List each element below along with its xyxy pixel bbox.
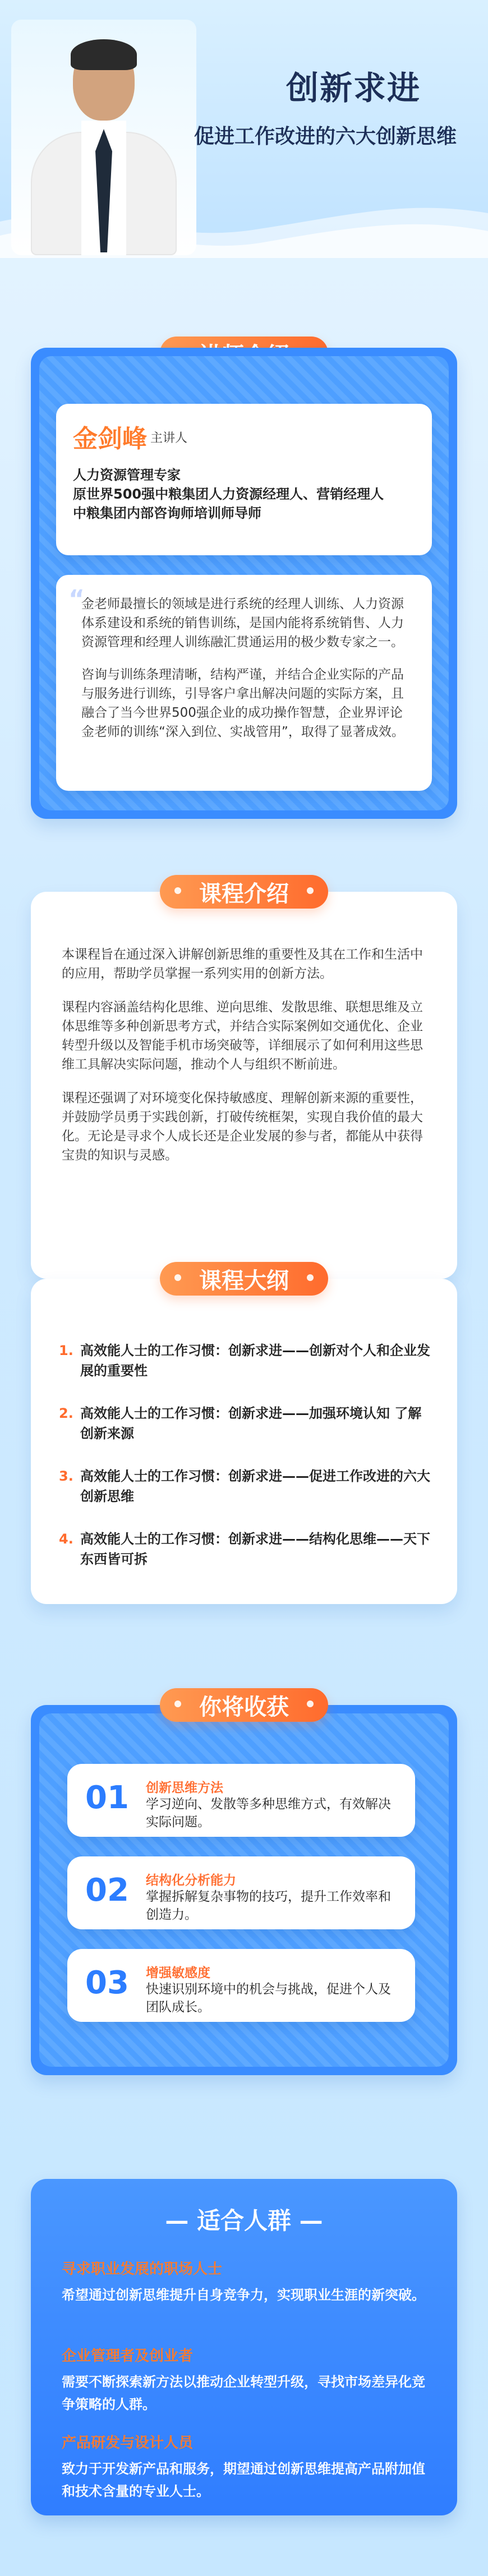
intro-paragraph: 课程内容涵盖结构化思维、逆向思维、发散思维、联想思维及立体思维等多种创新思考方式，并结合实际案例如交通优化、企业转型升级以及智能手机市场突破等，详细展示了如何利用这些思维工具解决实际问题，推动个人与组织不断前进。: [62, 1000, 423, 1072]
pill-dot-icon: [307, 1274, 314, 1281]
section-title: 课程介绍: [199, 881, 289, 907]
bio-paragraph: 金老师最擅长的领域是进行系统的经理人训练、人力资源体系建设和系统的销售训练，是国内能将系统销售、人力资源管理和经理人训练融汇贯通运用的极少数专家之一。: [81, 597, 404, 649]
quote-icon: “: [68, 585, 85, 614]
outline-number: 3.: [59, 1468, 73, 1484]
pill-dot-icon: [307, 1701, 314, 1707]
audience-item-desc: 希望通过创新思维提升自身竞争力，实现职业生涯的新突破。: [62, 2287, 425, 2303]
course-outline-section: [31, 1279, 457, 1604]
lecturer-bio-card: [56, 575, 432, 791]
section-title: 课程大纲: [199, 1268, 289, 1294]
list-item: [59, 1529, 432, 1569]
audience-title: — 适合人群 —: [165, 2207, 323, 2234]
lecturer-credentials: [73, 466, 415, 523]
gain-card: [67, 1949, 415, 2022]
pill-dot-icon: [174, 1701, 181, 1707]
gain-number: 03: [85, 1965, 129, 2001]
audience-item-title: 产品研发与设计人员: [62, 2435, 194, 2451]
outline-number: 1.: [59, 1343, 73, 1358]
bio-paragraph: 咨询与训练条理清晰，结构严谨，并结合企业实际的产品与服务进行训练，引导客户拿出解决问题的实际方案，且融合了当今世界500强企业的成功操作智慧，企业界评论金老师的训练“深入到位、实战管用”，取得了显著成效。: [81, 667, 404, 739]
lecturer-section: [31, 348, 457, 819]
audience-item: [62, 2431, 426, 2503]
lecturer-bio: [81, 595, 409, 741]
audience-item: [62, 2344, 426, 2416]
audience-item-title: 企业管理者及创业者: [62, 2348, 194, 2365]
list-item: [59, 1403, 432, 1444]
credential-line: 中粮集团内部咨询师培训师导师: [73, 505, 261, 521]
gain-title: 增强敏感度: [146, 1966, 210, 1980]
pill-dot-icon: [174, 887, 181, 894]
gain-title: 结构化分析能力: [146, 1873, 236, 1888]
gain-card: [67, 1856, 415, 1929]
pill-dot-icon: [307, 887, 314, 894]
course-intro-text: [62, 945, 426, 1165]
gain-desc: 掌握拆解复杂事物的技巧，提升工作效率和创造力。: [146, 1890, 391, 1922]
credential-line: 原世界500强中粮集团人力资源经理人、营销经理人: [73, 486, 384, 502]
section-pill-course-intro: [160, 875, 328, 909]
outline-list: [59, 1340, 432, 1592]
gain-number: 02: [85, 1872, 129, 1909]
audience-item: [62, 2257, 426, 2306]
gains-section: [31, 1705, 457, 2075]
audience-item-desc: 需要不断探索新方法以推动企业转型升级，寻找市场差异化竞争策略的人群。: [62, 2374, 425, 2412]
page-subtitle: 促进工作改进的六大创新思维: [194, 125, 457, 148]
gain-desc: 学习逆向、发散等多种思维方式，有效解决实际问题。: [146, 1797, 391, 1830]
lecturer-role: 主讲人: [150, 431, 188, 445]
lecturer-info-card: [56, 404, 432, 555]
outline-text: 高效能人士的工作习惯：创新求进——结构化思维——天下东西皆可拆: [80, 1531, 430, 1567]
outline-text: 高效能人士的工作习惯：创新求进——加强环境认知 了解创新来源: [80, 1405, 422, 1441]
audience-section: [31, 2179, 457, 2515]
portrait-hair: [71, 39, 137, 70]
gain-desc: 快速识别环境中的机会与挑战，促进个人及团队成长。: [146, 1982, 391, 2015]
intro-paragraph: 本课程旨在通过深入讲解创新思维的重要性及其在工作和生活中的应用，帮助学员掌握一系列实用的创新方法。: [62, 947, 423, 981]
section-pill-gains: [160, 1688, 328, 1722]
section-pill-outline: [160, 1262, 328, 1296]
pill-dot-icon: [174, 1274, 181, 1281]
outline-number: 4.: [59, 1531, 73, 1547]
credential-line: 人力资源管理专家: [73, 467, 181, 483]
gain-title: 创新思维方法: [146, 1781, 223, 1795]
outline-text: 高效能人士的工作习惯：创新求进——创新对个人和企业发展的重要性: [80, 1343, 430, 1379]
gain-card: [67, 1764, 415, 1837]
section-title: 你将收获: [199, 1694, 289, 1720]
lecturer-name: 金剑峰: [73, 425, 147, 453]
gain-number: 01: [85, 1780, 129, 1816]
outline-text: 高效能人士的工作习惯：创新求进——促进工作改进的六大创新思维: [80, 1468, 430, 1504]
outline-number: 2.: [59, 1405, 73, 1421]
list-item: [59, 1340, 432, 1381]
audience-item-title: 寻求职业发展的职场人士: [62, 2261, 223, 2278]
intro-paragraph: 课程还强调了对环境变化保持敏感度、理解创新来源的重要性，并鼓励学员勇于实践创新，打破传统框架，实现自我价值的最大化。无论是寻求个人成长还是企业发展的参与者，都能从中获得宝贵的知识与灵感。: [62, 1091, 423, 1163]
course-intro-section: [31, 892, 457, 1279]
audience-item-desc: 致力于开发新产品和服务，期望通过创新思维提高产品附加值和技术含量的专业人士。: [62, 2461, 425, 2499]
page-title: 创新求进: [286, 69, 421, 107]
header-banner: [0, 0, 488, 258]
list-item: [59, 1466, 432, 1506]
